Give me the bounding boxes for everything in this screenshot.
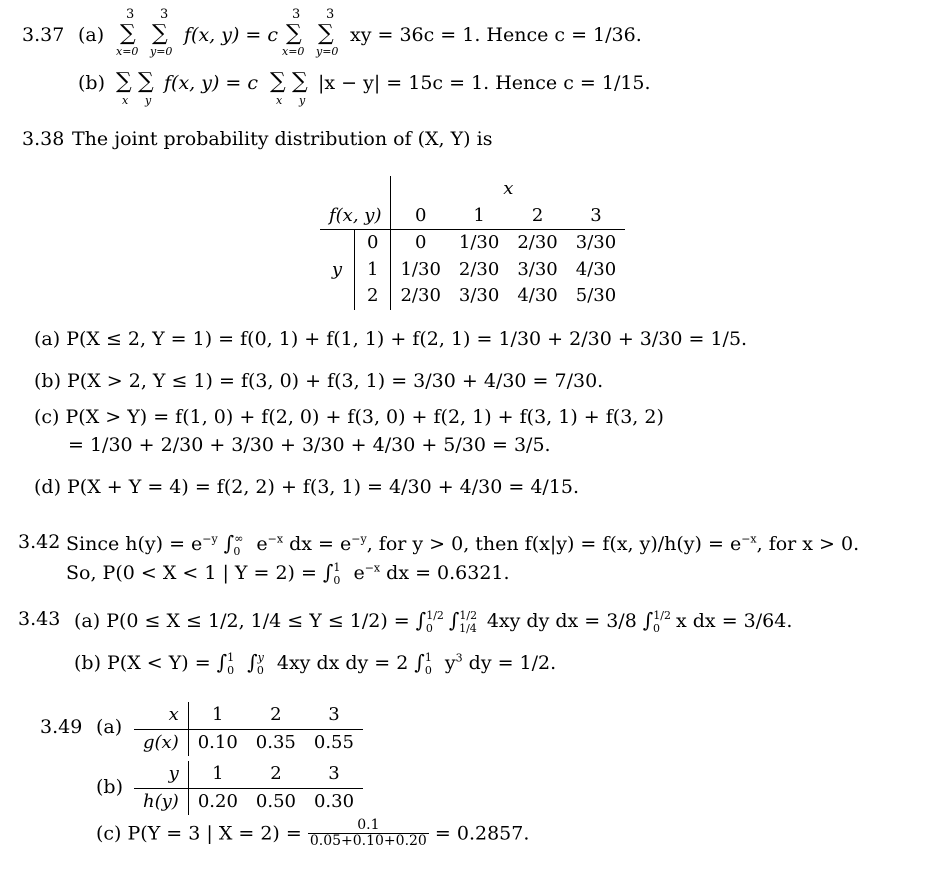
sum-symbol: ∑ bbox=[116, 69, 132, 94]
integral-symbol: ∫ bbox=[223, 531, 235, 555]
answer-b: (b) P(X < Y) = ∫$^1_0$ ∫$^y_0$ 4xy dx dy = 2 ∫$^1_0$ $y^3$ dy = 1/2. bbox=[74, 650, 557, 677]
part-label: (a) bbox=[78, 24, 105, 46]
solution-line-2: So, P(0 < X < 1 | Y = 2) = ∫$^1_0$ $e^{-x}$ dx = 0.6321. bbox=[66, 560, 510, 587]
integral-symbol: ∫ bbox=[448, 608, 460, 632]
table-row: 2 2/30 3/30 4/30 5/30 bbox=[320, 283, 625, 310]
equation-rhs: xy = 36c = 1. Hence c = 1/36. bbox=[350, 24, 642, 46]
x-value: 0 bbox=[391, 203, 450, 230]
answer-d: (d) P(X + Y = 4) = f(2, 2) + f(3, 1) = 4/30 + 4/30 = 4/15. bbox=[34, 476, 580, 498]
answer-c-line2: = 1/30 + 2/30 + 3/30 + 3/30 + 4/30 + 5/30 = 3/5. bbox=[68, 434, 551, 456]
answer-a: (a) P(X ≤ 2, Y = 1) = f(0, 1) + f(1, 1) + f(2, 1) = 1/30 + 2/30 + 3/30 = 1/5. bbox=[34, 328, 748, 350]
table-row: 0 0 1/30 2/30 3/30 bbox=[320, 230, 625, 257]
integral-symbol: ∫ bbox=[247, 650, 258, 674]
x-value: 3 bbox=[567, 203, 625, 230]
problem-number: 3.42 bbox=[18, 531, 61, 553]
x-value: 2 bbox=[508, 203, 566, 230]
problem-number: 3.43 bbox=[18, 608, 61, 630]
solution-line-1: Since $h(y) = e^{-y}$ $\int^\infty_0$ $e^{-x}$ dx = $e^{-y}$, for y > 0, then f(x|y) = f(x, $y)/h(y) = e^{-x}$, for x > 0. bbox=[66, 531, 860, 558]
integral-symbol: ∫ bbox=[322, 560, 334, 584]
integral-symbol: ∫ bbox=[415, 608, 427, 632]
answer-a: (a) P(0 ≤ X ≤ 1/2, 1/4 ≤ Y ≤ 1/2) = ∫$^{1/2}_0$ ∫$^{1/2}_{1/4}$ 4xy dy dx = 3/8 ∫$^{1/2}_0$ x dx = 3/64. bbox=[74, 608, 793, 635]
equation-rhs: |x − y| = 15c = 1. Hence c = 1/15. bbox=[318, 72, 651, 94]
table-row: y 1 1/30 2/30 3/30 4/30 bbox=[320, 257, 625, 284]
sum-symbol: ∑ bbox=[120, 21, 136, 46]
marginal-g-table: x 1 2 3 g(x) 0.10 0.35 0.55 bbox=[134, 702, 363, 756]
problem-number: 3.37 bbox=[22, 24, 65, 46]
part-label: (a) bbox=[96, 716, 123, 738]
sum-symbol: ∑ bbox=[292, 69, 308, 94]
integral-symbol: ∫ bbox=[642, 608, 654, 632]
x-header: x bbox=[503, 178, 514, 199]
sum-symbol: ∑ bbox=[152, 21, 168, 46]
equation-lhs: f(x, y) = c bbox=[184, 24, 279, 46]
part-label: (b) bbox=[96, 776, 123, 798]
x-value: 1 bbox=[450, 203, 508, 230]
answer-c-line1: (c) P(X > Y) = f(1, 0) + f(2, 0) + f(3, 0) + f(2, 1) + f(3, 1) + f(3, 2) bbox=[34, 406, 664, 428]
equation-lhs: f(x, y) = c bbox=[164, 72, 259, 94]
sum-symbol: ∑ bbox=[270, 69, 286, 94]
problem-intro: The joint probability distribution of (X, Y) is bbox=[72, 128, 493, 150]
y-value: 1 bbox=[354, 257, 391, 284]
joint-distribution-table bbox=[320, 176, 625, 310]
integral-symbol: ∫ bbox=[216, 650, 228, 674]
integral-symbol: ∫ bbox=[414, 650, 425, 674]
fraction: $\frac{0.1}{0.05+0.10+0.20}$ bbox=[309, 817, 427, 850]
answer-c: (c) P(Y = 3 | X = 2) = $\frac{0.1}{0.05+0.10+0.20}$ = 0.2857. bbox=[96, 817, 530, 850]
sum-symbol: ∑ bbox=[138, 69, 154, 94]
answer-b: (b) P(X > 2, Y ≤ 1) = f(3, 0) + f(3, 1) = 3/30 + 4/30 = 7/30. bbox=[34, 370, 604, 392]
y-label: y bbox=[331, 258, 343, 280]
sum-symbol: ∑ bbox=[286, 21, 302, 46]
problem-number: 3.38 bbox=[22, 128, 65, 150]
marginal-h-table: y 1 2 3 h(y) 0.20 0.50 0.30 bbox=[134, 761, 363, 815]
part-label: (b) bbox=[78, 72, 105, 94]
y-value: 2 bbox=[354, 283, 391, 310]
problem-number: 3.49 bbox=[40, 716, 83, 738]
sum-symbol: ∑ bbox=[318, 21, 334, 46]
y-value: 0 bbox=[354, 230, 391, 257]
fxy-header: f(x, y) bbox=[329, 204, 382, 226]
